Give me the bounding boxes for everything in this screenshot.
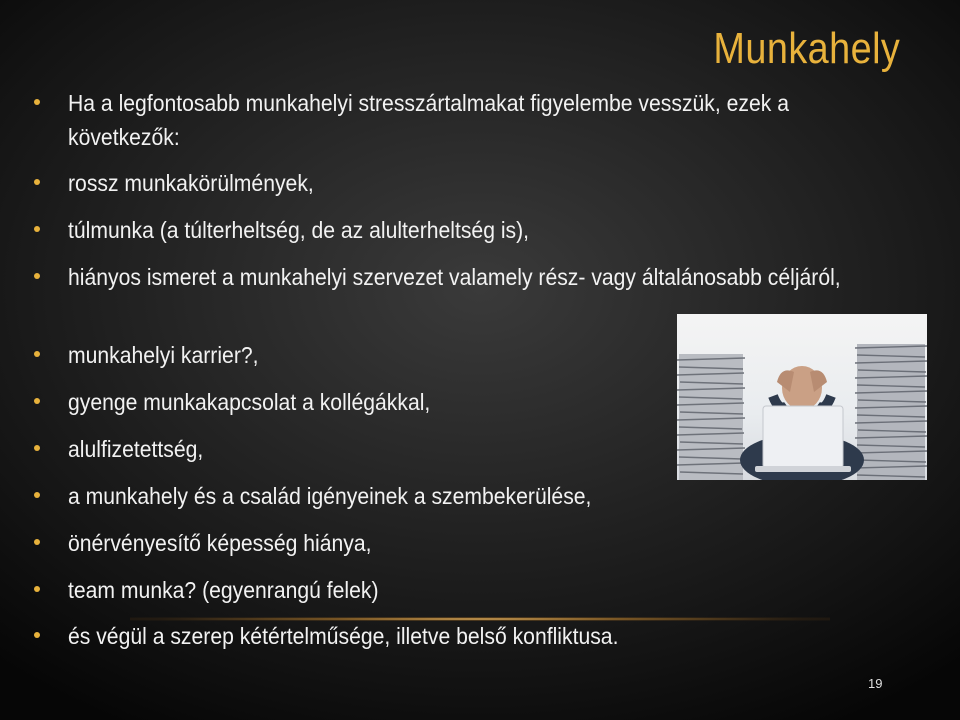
- bullet-text: munkahelyi karrier?,: [68, 342, 259, 368]
- bullet-text: rossz munkakörülmények,: [68, 170, 314, 196]
- bullet-dot-icon: [34, 539, 40, 545]
- bullet-dot-icon: [34, 273, 40, 279]
- bullet-dot-icon: [34, 492, 40, 498]
- bullet-item: [34, 86, 914, 154]
- bullet-text: és végül a szerep kétértelműsége, illetve belső konfliktusa.: [68, 623, 619, 649]
- bullet-dot-icon: [34, 179, 40, 185]
- left-paper-stack: [677, 354, 745, 480]
- bullet-item: [34, 479, 914, 513]
- bullet-dot-icon: [34, 445, 40, 451]
- bullet-text: túlmunka (a túlterheltség, de az alulterheltség is),: [68, 217, 530, 243]
- page-number: 19: [868, 676, 883, 691]
- bullet-text: gyenge munkakapcsolat a kollégákkal,: [68, 389, 431, 415]
- bullet-dot-icon: [34, 398, 40, 404]
- bullet-dot-icon: [34, 226, 40, 232]
- slide-title: Munkahely: [713, 24, 900, 73]
- bullet-text: a munkahely és a család igényeinek a szembekerülése,: [68, 483, 592, 509]
- bullet-dot-icon: [34, 351, 40, 357]
- bullet-item: [34, 213, 914, 247]
- laptop: [755, 406, 851, 472]
- bullet-text: hiányos ismeret a munkahelyi szervezet valamely rész- vagy általánosabb céljáról,: [68, 264, 841, 290]
- bullet-item: [34, 573, 914, 607]
- stressed-worker-photo: [677, 314, 927, 480]
- bullet-item: [34, 619, 914, 653]
- bullet-text: önérvényesítő képesség hiánya,: [68, 530, 372, 556]
- right-paper-stack: [855, 344, 927, 480]
- bullet-item: [34, 260, 914, 294]
- bullet-item: [34, 166, 914, 200]
- bullet-item: [34, 526, 914, 560]
- decorative-glow-line: [130, 617, 830, 621]
- bullet-text: Ha a legfontosabb munkahelyi stresszártalmakat figyelembe vesszük, ezek a következők:: [68, 90, 789, 150]
- bullet-dot-icon: [34, 99, 40, 105]
- bullet-text: team munka? (egyenrangú felek): [68, 577, 379, 603]
- bullet-text: alulfizetettség,: [68, 436, 204, 462]
- bullet-dot-icon: [34, 586, 40, 592]
- bullet-dot-icon: [34, 632, 40, 638]
- stressed-worker-icon: [677, 314, 927, 480]
